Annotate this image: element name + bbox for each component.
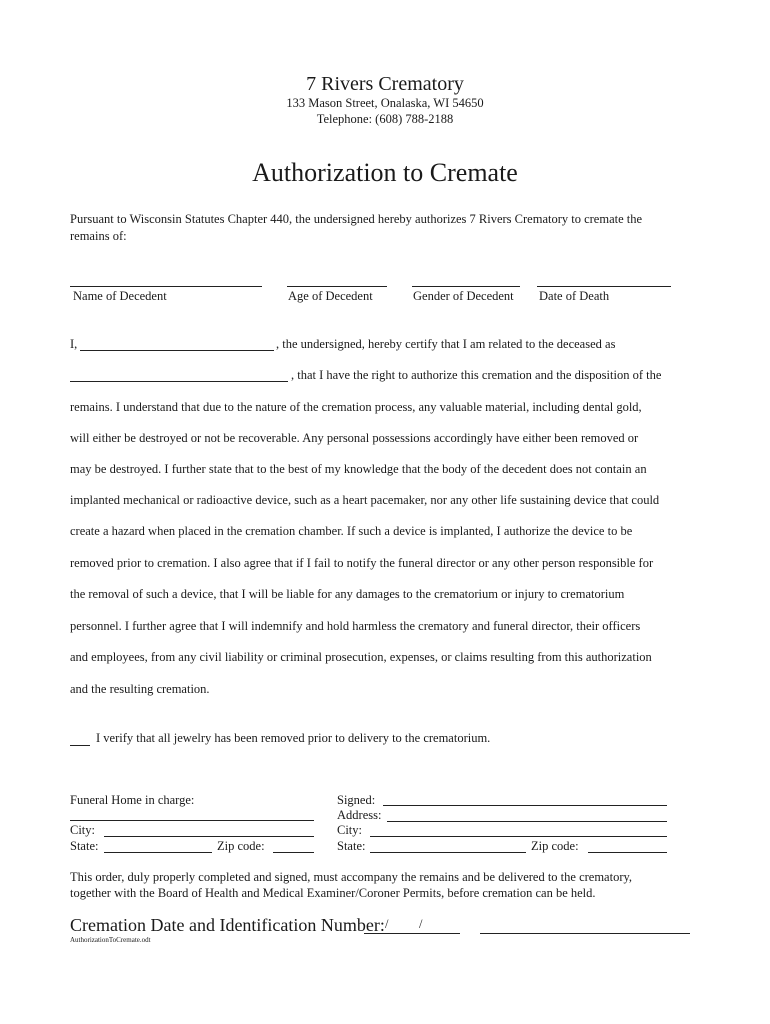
signer-state-field[interactable] xyxy=(370,852,526,853)
certify-after-name: , the undersigned, hereby certify that I am related to the deceased as xyxy=(276,337,616,351)
funeral-home-label: Funeral Home in charge: xyxy=(70,793,195,807)
date-of-death-field[interactable] xyxy=(537,286,671,287)
relationship-field[interactable] xyxy=(70,381,288,382)
signed-label: Signed: xyxy=(337,793,376,807)
decedent-name-label: Name of Decedent xyxy=(73,289,167,303)
company-address: 133 Mason Street, Onalaska, WI 54650 xyxy=(286,96,484,110)
certify-after-relation: , that I have the right to authorize this cremation and the disposition of the xyxy=(291,368,662,382)
identification-number-field[interactable] xyxy=(480,933,690,934)
decedent-age-field[interactable] xyxy=(287,286,387,287)
signer-city-field[interactable] xyxy=(370,836,667,837)
decedent-name-field[interactable] xyxy=(70,286,262,287)
certification-line-7: the removal of such a device, that I will be liable for any damages to the crematorium or injury to crematorium xyxy=(70,587,625,601)
decedent-age-label: Age of Decedent xyxy=(288,289,373,303)
signer-address-label: Address: xyxy=(337,808,382,822)
date-slash-2: / xyxy=(419,917,423,931)
decedent-gender-field[interactable] xyxy=(412,286,520,287)
certification-line-2: will either be destroyed or not be recoverable. Any personal possessions accordingly have either been removed or xyxy=(70,431,639,445)
decedent-gender-label: Gender of Decedent xyxy=(413,289,514,303)
signer-zip-label: Zip code: xyxy=(531,839,579,853)
cremation-date-label: Cremation Date and Identification Number: xyxy=(70,915,385,935)
form-title: Authorization to Cremate xyxy=(252,158,518,187)
funeral-home-zip-label: Zip code: xyxy=(217,839,265,853)
funeral-home-state-label: State: xyxy=(70,839,99,853)
certification-line-8: personnel. I further agree that I will indemnify and hold harmless the crematory and funeral director, their officers xyxy=(70,619,641,633)
company-telephone: Telephone: (608) 788-2188 xyxy=(316,112,454,126)
funeral-home-city-label: City: xyxy=(70,823,96,837)
jewelry-check-field[interactable] xyxy=(70,745,90,746)
date-of-death-label: Date of Death xyxy=(539,289,610,303)
notice-line-2: together with the Board of Health and Medical Examiner/Coroner Permits, before cremation can be held. xyxy=(70,886,596,900)
footer-filename: AuthorizationToCremate.odt xyxy=(70,936,151,944)
intro-line-2: remains of: xyxy=(70,229,127,243)
certification-line-9: and employees, from any civil liability or criminal prosecution, expenses, or claims resulting from this authorization xyxy=(70,650,652,664)
company-name: 7 Rivers Crematory xyxy=(306,73,464,95)
signer-zip-field[interactable] xyxy=(588,852,667,853)
funeral-home-zip-field[interactable] xyxy=(273,852,314,853)
signer-name-field[interactable] xyxy=(80,350,274,351)
funeral-home-city-field[interactable] xyxy=(104,836,314,837)
certification-line-3: may be destroyed. I further state that to the best of my knowledge that the body of the decedent does not contain an xyxy=(70,462,647,476)
signer-state-label: State: xyxy=(337,839,366,853)
funeral-home-state-field[interactable] xyxy=(104,852,212,853)
signer-city-label: City: xyxy=(337,823,363,837)
certification-line-10: and the resulting cremation. xyxy=(70,682,210,696)
funeral-home-field[interactable] xyxy=(70,820,314,821)
certification-line-4: implanted mechanical or radioactive device, such as a heart pacemaker, nor any other life sustaining device that could xyxy=(70,493,660,507)
notice-line-1: This order, duly properly completed and signed, must accompany the remains and be delivered to the crematory, xyxy=(70,870,633,884)
jewelry-statement: I verify that all jewelry has been removed prior to delivery to the crematorium. xyxy=(96,731,491,745)
signer-address-field[interactable] xyxy=(387,821,667,822)
intro-line-1: Pursuant to Wisconsin Statutes Chapter 440, the undersigned hereby authorizes 7 Rivers Crematory to cremate the xyxy=(70,212,643,226)
certification-line-6: removed prior to cremation. I also agree that if I fail to notify the funeral director or any other person responsible for xyxy=(70,556,654,570)
certification-line-5: create a hazard when placed in the cremation chamber. If such a device is implanted, I authorize the device to be xyxy=(70,524,633,538)
cremation-date-field[interactable] xyxy=(364,933,460,934)
signature-field[interactable] xyxy=(383,805,667,806)
date-slash-1: / xyxy=(385,917,389,931)
certify-prefix: I, xyxy=(70,337,78,351)
certification-line-1: remains. I understand that due to the nature of the cremation process, any valuable material, including dental gold, xyxy=(70,400,642,414)
